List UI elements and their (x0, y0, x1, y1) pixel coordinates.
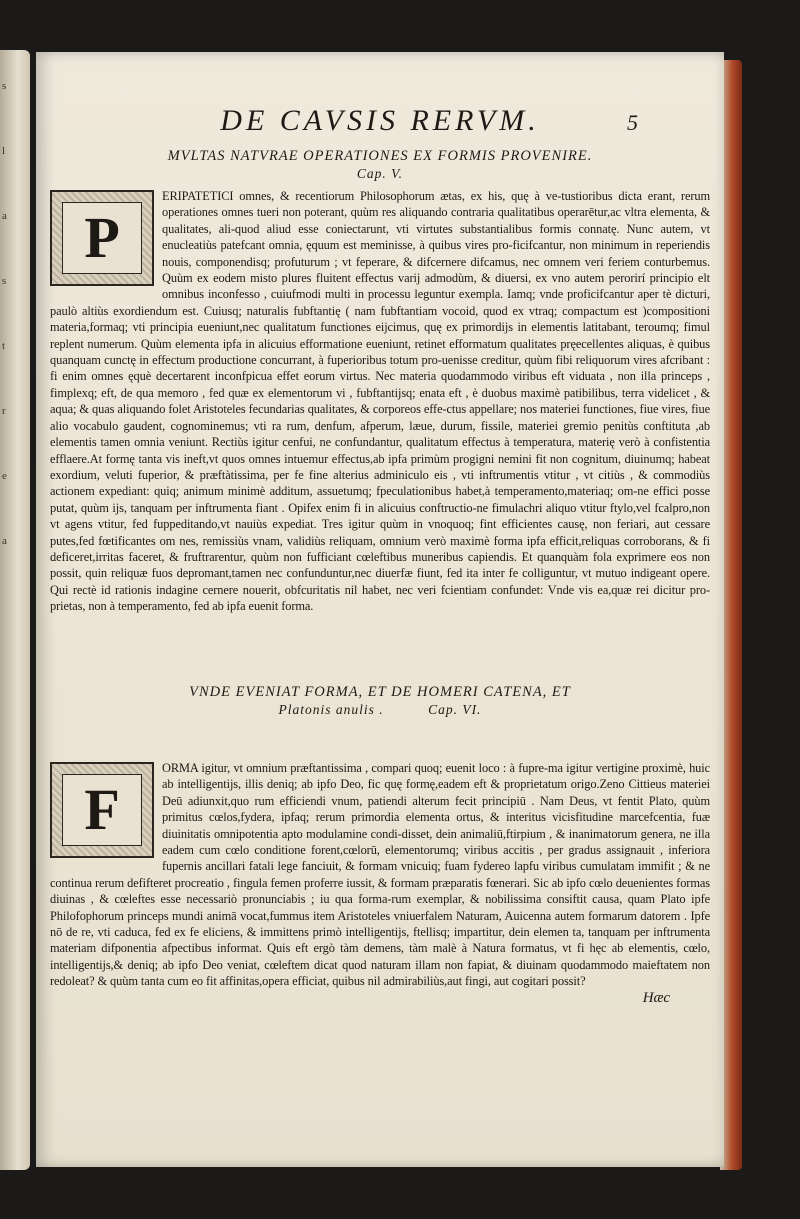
margin-letter: a (2, 535, 7, 547)
catchword: Hæc (642, 989, 670, 1006)
chapter-vi-heading (66, 684, 694, 718)
running-head: DE CAVSIS RERVM. (220, 104, 540, 137)
margin-letter: s (2, 275, 7, 287)
chapter-v-cap: Cap. V. (356, 166, 404, 181)
decorated-initial-f: F (50, 762, 154, 858)
chapter-v-heading (66, 148, 694, 182)
chapter-vi-cap: Cap. VI. (428, 702, 482, 717)
margin-letter: e (2, 470, 7, 482)
chapter-vi-subtitle-line (66, 701, 694, 718)
decorated-initial-p: P (50, 190, 154, 286)
margin-letter: t (2, 340, 6, 352)
chapter-vi-subtitle: Platonis anulis . (278, 702, 384, 717)
chapter-v-title: MVLTAS NATVRAE OPERATIONES EX FORMIS PROVENIRE. (167, 148, 593, 164)
page-number: 5 (627, 110, 638, 135)
chapter-vi-title: VNDE EVENIAT FORMA, ET DE HOMERI CATENA, ET (189, 684, 571, 700)
margin-letter: r (2, 405, 6, 417)
adjacent-page-edge (0, 50, 30, 1170)
margin-letter: a (2, 210, 7, 222)
book-page (36, 52, 724, 1167)
chapter-vi-body (50, 760, 710, 1006)
chapter-vi-text: ORMA igitur, vt omnium præftantissima , compari quoq; euenit loco : à fupre-ma igitur vertigine proximè, huic ab intelligentijs, illis deniq; ab ipfo Deo, fic quę formę,eadem eft & proprietatum origo.Zeno Cittieus materiei Deū adiunxit,quo rum efficiendi vnum, patiendi alterum fecit principiū . Nam Deus, vt fentit Plato, quùm primitus cœlos,fydera, ipfaq; rerum primordia elementa ortus, & interitus vicisfitudine marcefcentia, fuæ diuinitatis omnipotentia apto modulamine condi-disset, dein animaliū,ftirpium , & inanimatorum genera, ne illa eadem cum cœlo conditione forent,cœlorū, elementorumq; viribus accitis , per gradus assignauit , inferiora fupernis ancillari fatali lege fanciuit, & formam vnicuiq; fuam fydereo lapfu viribus cumulatam immifit ; & ne continua rerum defifteret procreatio , fingula femen proferre iussit, & formam præparatis fœnerari. Sic ab ipfo cœlo deuenientes formas diuinas , & cœleftes esse necessariò pronunciabis ; iu qua forma-rum exemplar, & nobilissima consiftit causa, quam Plato ipfe Philofophorum princeps mundi animā vocat,fummus item Aristoteles vniuerfalem Naturam, Auicenna autem formarum datorem . Ipfe nō de re, vti caduca, fed ex fe eliciens, & immittens primò intelligentijs, ftellisq; impartitur, dein elemen ta, tanquam per inftrumenta materiam difponentia afpectibus informat. Quis eft ergò tàm demens, tàm malè à Natura formatus, vt fi hęc ab elementis, cœlo, intelligentijs,& deniq; ab ipfo Deo veniat, cœleftem dicat quod naturam illam non fapiat, & diuinam quodammodo maieftatem non redoleat? & quùm tanta cum eo fit affinitas,opera efficiat, quibus nil admirabiliùs,aut fingi, aut cogitari possit? (50, 761, 710, 989)
margin-letter: s (2, 80, 7, 92)
chapter-v-body (50, 188, 710, 615)
chapter-v-text: ERIPATETICI omnes, & recentiorum Philosophorum ætas, ex his, quę à ve-tustioribus dicta erant, rerum operationes omnes tueri non poterant, quùm res aliquando contraria qualitatibus operarētur,ac vltra elementa, & qualitates, ali-quod aliud esse coniectarunt, vti virtutes substantialibus formis connatę. Nunc autem, vt enucleatiùs patefcant omnia, ęquum est meminisse, à quibus vires pro-ficifcantur, non minimum in reperiendis nouis, componendisq; profuturum ; vt feperare, & difcernere difcamus, nec omnem veri feriem conturbemus. Quùm ex eodem misto plures fluitent effectus varij admodùm, & diuersi, ex vno autem perorirí principio elt omnibus inconfesso , cuiufmodi multi in processu leguntur exempla. Iamq; vnde proficifcantur aper tè dicturi, paulò altiùs exordiendum est. Cuiusq; naturalis fubftantię ( nam fubftantiam vocoid, quod ex vtraq; compactum est )compositioni materia,formaq; vti principia eueniunt,nec qualitatum functiones eijcimus, quę ex primordijs in elementis latitabant, teroumq; fimul replent numerum. Quùm elementa ipfa in alicuius efformatione eueniunt, retinet efformatum qualitates pręecellentes aliquas, è quibus quanquam cunctę in effectum productione concurrant, à fuperioribus totum pro-uenisse creditur, quùm fibi reliquorum vires afcribant : fi enim omnes ęquè decertarent inconfpicua effet eorum virtus. Nec materia quodammodo viribus eft viduata , non illa princeps , fimplexq; eft, de qua memoro , fed quæ ex elementorum vi , fubftantijsq; enata eft , è duobus maximè patibilibus, terra videlicet , & aqua; & quas aliquando folet Aristoteles fecundarias qualitates, & corporeos effe-ctus appellare; nos materiei functiones, fiue vires, fiue alio vocabulo gaudent, cognominemus; vti ra rum, denfum, afperum, læue, durum, fissile, materiei gremio penitùs conftituta ,ab elementis tamen omnia veniunt. Rectiùs igitur cenfui, ne confundantur, qualitatum effectus à temperatura, materię verò à confistentia efflaere.At formę tanta vis ineft,vt quos omnes intuemur effectus,ab ipfa primùm progigni nemini fit non cognitum, diuinumq; habeat exordium, veluti fuperior, & præftàtissima, per fe fine alterius adminiculo eis , vti inftrumentis vtitur , vt citiùs , & commodiùs actionem expediant: quiq; animum minimè additum, assuetumq; fpeculationibus habet,à temperamento,materiaq; om-ne effici posse putat, quùm ijs, tanquam per inftrumenta fiant . Opifex enim fi in alicuius conftructio-ne fimulachri aliquo vtitur ftylo,vel fcalpro,non vt agens vtitur, fed fuppeditando,vt nauiùs expediat. Tres igitur quùm in vnoquoq; fint efficientes causę, non feriari, aut cessare putes,fed fœtificantes om nes, remissiùs vnam, validiùs reliquam, omnium verò maximè forma ipfa efficit,reliquas corroborans, & fi deficeret,irritas faceret, & fruftrarentur, quùm non fufficiant cœleftibus muneribus capiendis. Et quanquàm fola exprimere eos non possit, quin reliquæ fuos depromant,tamen nec confunduntur,nec diuerfæ fiunt, fed ita inter fe colliguntur, vt mutuo indigeant opere. Qui rectè id rationis indagine cernere nouerit, obfcuritatis nil habet, nec veri fcientiam confundet: Vnde vis ea,quæ rei dicitur pro-prietas, non à temperamento, fed ab ipfa euenit forma. (50, 189, 710, 614)
margin-letter: l (2, 145, 6, 157)
